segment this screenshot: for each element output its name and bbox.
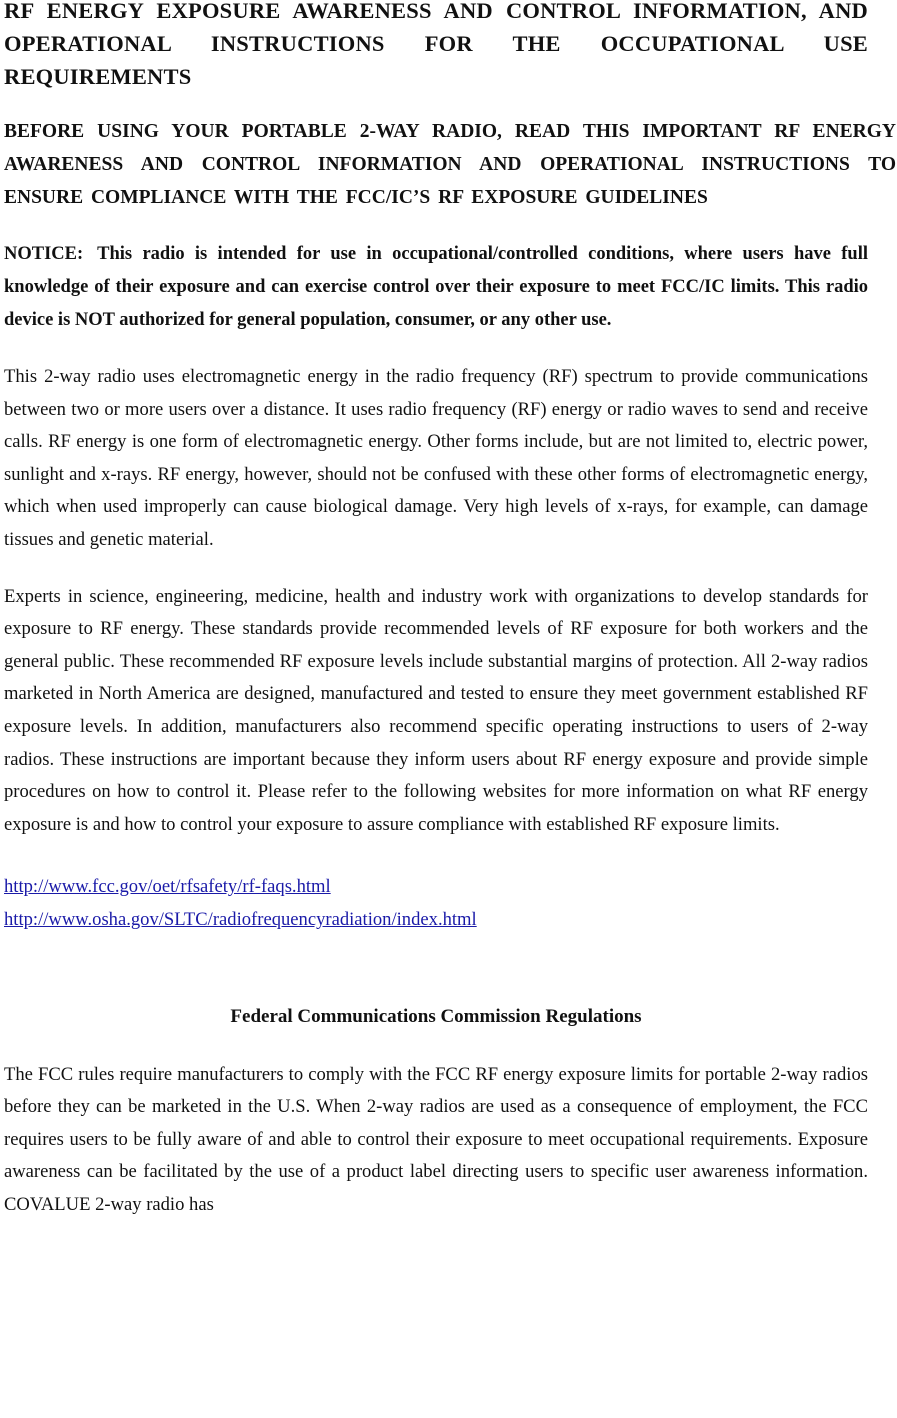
fcc-regulations-heading: Federal Communications Commission Regulations <box>230 1005 642 1027</box>
warning-paragraph: BEFORE USING YOUR PORTABLE 2-WAY RADIO, READ THIS IMPORTANT RF ENERGY AWARENESS AND CONTROL INFORMATION AND OPERATIONAL INSTRUCTIONS TO ENSURE COMPLIANCE WITH THE FCC/IC’S RF EXPOSURE GUIDELINES <box>4 121 896 208</box>
exposure-standards-paragraph: Experts in science, engineering, medicine, health and industry work with organizations to develop standards for exposure to RF energy. These standards provide recommended levels of RF exposure for both workers and the general public. These recommended RF exposure levels include substantial margins of protection. All 2-way radios marketed in North America are designed, manufactured and tested to ensure they meet government established RF exposure levels. In addition, manufacturers also recommend specific operating instructions to users of 2-way radios. These instructions are important because they inform users about RF energy exposure and provide simple procedures on how to control it. Please refer to the following websites for more information on what RF energy exposure is and how to control your exposure to assure compliance with established RF exposure limits. <box>4 585 868 835</box>
document-page <box>4 0 896 1221</box>
rf-energy-paragraph: This 2-way radio uses electromagnetic energy in the radio frequency (RF) spectrum to provide communications between two or more users over a distance. It uses radio frequency (RF) energy or radio waves to send and receive calls. RF energy is one form of electromagnetic energy. Other forms include, but are not limited to, electric power, sunlight and x-rays. RF energy, however, should not be confused with these other forms of electromagnetic energy, which when used improperly can cause biological damage. Very high levels of x-rays, for example, can damage tissues and genetic material. <box>4 366 868 550</box>
fcc-rf-faqs-link[interactable]: http://www.fcc.gov/oet/rfsafety/rf-faqs.html <box>4 876 331 898</box>
reference-links <box>4 871 868 936</box>
document-title: RF ENERGY EXPOSURE AWARENESS AND CONTROL INFORMATION, AND OPERATIONAL INSTRUCTIONS FOR THE OCCUPATIONAL USE REQUIREMENTS <box>4 0 868 89</box>
notice-paragraph <box>4 238 868 337</box>
osha-radiofrequency-link[interactable]: http://www.osha.gov/SLTC/radiofrequencyradiation/index.html <box>4 908 477 930</box>
notice-label: NOTICE: <box>4 244 84 264</box>
notice-text: This radio is intended for use in occupational/controlled conditions, where users have full knowledge of their exposure and can exercise control over their exposure to meet FCC/IC limits. This radio device is NOT authorized for general population, consumer, or any other use. <box>4 244 868 330</box>
fcc-rules-paragraph: The FCC rules require manufacturers to comply with the FCC RF energy exposure limits for portable 2-way radios before they can be marketed in the U.S. When 2-way radios are used as a consequence of employment, the FCC requires users to be fully aware of and able to control their exposure to meet occupational requirements. Exposure awareness can be facilitated by the use of a product label directing users to specific user awareness information. COVALUE 2-way radio has <box>4 1063 868 1215</box>
